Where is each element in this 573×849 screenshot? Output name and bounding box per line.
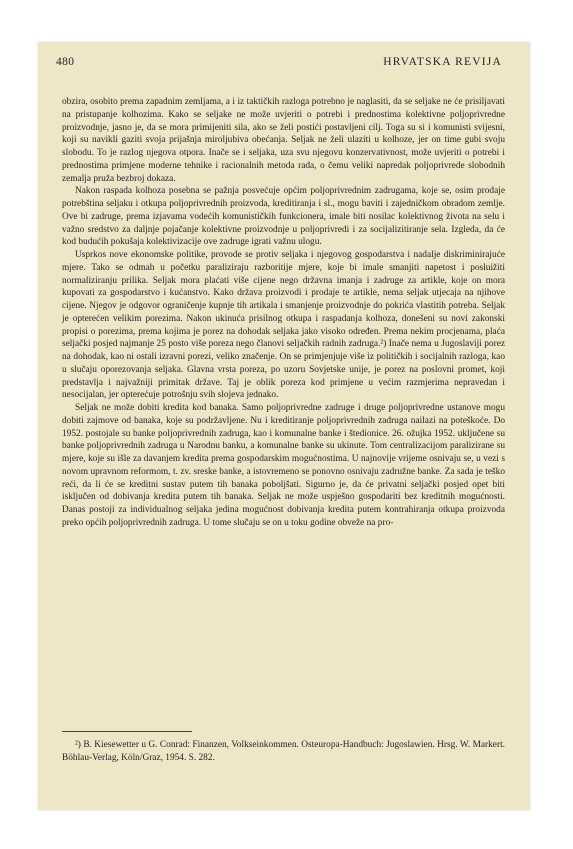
paragraph: obzira, osobito prema zapadnim zemljama, a i iz taktičkih razloga potrebno je naglasiti, da se seljake ne će prisiljavati na pristupanje kolhozima. Kako se seljake ne može uvjeriti o potrebi i prednostima kolektivne poljoprivredne proizvodnje, jasno je, da se mora primijeniti sila, ako se želi postići postavljeni cilj. Toga su si i komunisti svijesni, koji su navikli gaziti svoja prijašnja miroljubiva obećanja. Seljak ne želi ulaziti u kolhoze, jer on time gubi svoju slobodu. To je razlog njegova otpora. Inače se i seljaka, uza svu njegovu konzervativnost, može uvjeriti o potrebi i prednostima primjene moderne tehnike i racionalnih metoda rada, o čemu veliki napredak poljoprivrede slobodnih zemalja pruža bezbroj dokaza. [62, 97, 505, 184]
paragraph: Nakon raspada kolhoza posebna se pažnja posvećuje općim poljoprivrednim zadrugama, koje se, osim prodaje potrebština seljaku i otkupa poljoprivrednih proizvoda, kreditiranja i sl., mogu baviti i zajedničkom obradom zemlje. Ove bi zadruge, prema izjavama vodećih komunističkih funkcionera, imale biti nosilac kolektivnog života na selu i važno sredstvo za daljnje pojačanje kolektivne proizvodnje u poljoprivredi i za socijalizitiranje sela. Izgleda, da će kod budućih pokušaja kolektivizacije ove zadruge igrati važnu ulogu. [62, 186, 505, 248]
running-head: HRVATSKA REVIJA [383, 56, 502, 68]
footnote: ²) B. Kiesewetter u G. Conrad: Finanzen, Volkseinkommen. Osteuropa-Handbuch: Jugoslawien. Hrsg. W. Markert. Böhlau-Verlag, Köln/Graz, 1954. S. 282. [62, 740, 505, 763]
document-page [38, 42, 530, 810]
paragraph: Usprkos nove ekonomske politike, provode se protiv seljaka i njegovog gospodarstva i nadalje diskriminirajuće mjere. Tako se odmah u početku paraliziraju razboritije mjere, koje bi imale smanjiti napetost i posluižiti normaliziranju prilika. Seljak mora plaćati više cijene nego državna imanja i zadruge za artikle, koje on mora kupovati za gospodarstvo i kućanstvo. Kako država proizvodi i prodaje te artikle, nema seljak utjecaja na njihove cijene. Njegov je odgovor ograničenje kupnje tih artikala i smanjenje proizvodnje do pokrića vlastitih potreba. Seljak je opterećen velikim porezima. Nakon ukinuća prisilnog otkupa i raspadanja kolhoza, donešeni su novi zakonski propisi o porezima, prema kojima je porez na dohodak seljaka jako visoko određen. Prema nekim procjenama, plaća seljački posjed najmanje 25 posto više poreza nego članovi seljačkih radnih zadruga.²) Inače nema u Jugoslaviji porez na dohodak, kao ni ostali izravni porezi, veliko značenje. On se primjenjuje više iz političkih i socijalnih razloga, kao u slučaju oporezovanja seljaka. Glavna vrsta poreza, po uzoru Sovjetske unije, je porez na poslovni promet, koji predstavlja i najvažniji primitak države. Taj je oblik poreza kod primjene u većim razmjerima nepravedan i nesocijalan, jer opterećuje potrošnju svih slojeva jednako. [62, 250, 505, 401]
footnote-rule [62, 731, 192, 732]
body-text [62, 96, 505, 530]
page-header [56, 56, 502, 74]
page-number: 480 [56, 56, 75, 68]
paragraph: Seljak ne može dobiti kredita kod banaka. Samo poljoprivredne zadruge i druge poljoprivredne ustanove mogu dobiti zajmove od banaka, koje su podržavljene. Nu i kreditiranje poljoprivrednih zadruga nailazi na poteškoće. Do 1952. postojale su banke poljoprivrednih zadruga, kao i komunalne banke i štedionice. 26. ožujka 1952. uključene su banke poljoprivrednih zadruga u Narodnu banku, a komunalne banke su ukinute. Tom centralizacijom paralizirane su mjere, koje su išle za davanjem kredita prema gospodarskim mogućnostima. U najnovije vrijeme osnivaju se, u vezi s novom upravnom reformom, t. zv. sreske banke, a istovremeno se ponovno osnivaju zadružne banke. Za sada je teško reći, da li će se kreditni sustav putem tih banaka poboljšati. Sigurno je, da će privatni seljački posjed opet biti isključen od dobivanja kredita putem tih banaka. Seljak ne može uspješno gospodariti bez kreditnih mogućnosti. Danas postoji za individualnog seljaka jedina mogućnost dobivanja kredita putem kontrahiranja otkupa proizvoda preko općih poljoprivrednih zadruga. U tome slučaju se on u toku godine obveže na pro- [62, 403, 505, 528]
